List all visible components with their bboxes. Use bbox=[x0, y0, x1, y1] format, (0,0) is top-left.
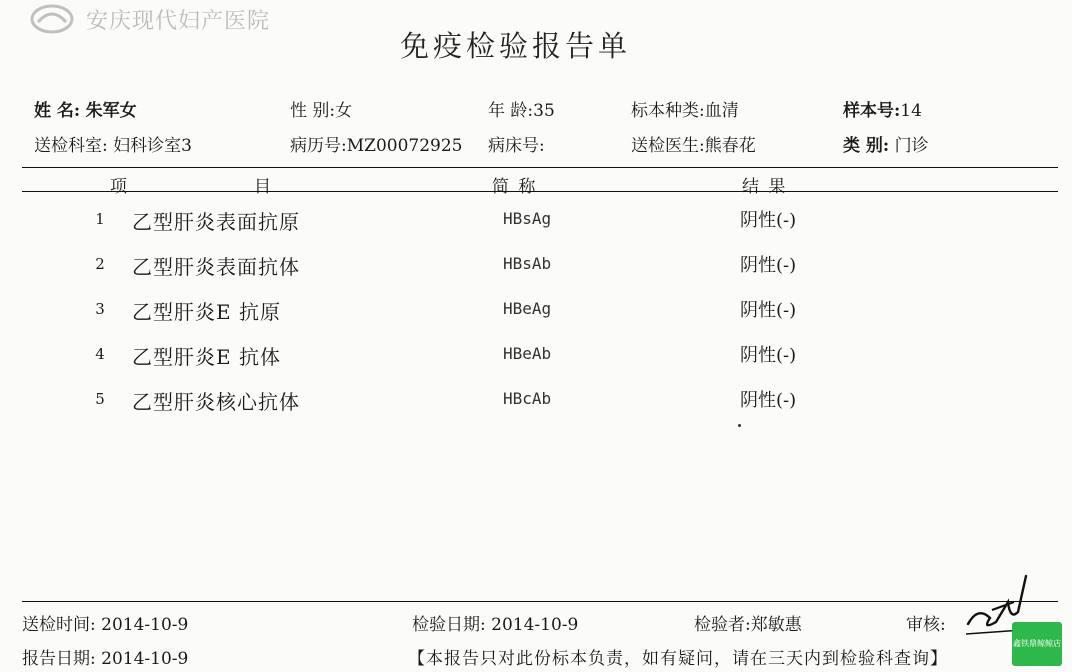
category-field bbox=[843, 131, 929, 156]
ink-speck bbox=[738, 424, 741, 427]
doctor: 熊春花 bbox=[704, 136, 756, 156]
column-header-item-1: 项 bbox=[110, 177, 129, 197]
test-date-field bbox=[412, 610, 578, 635]
test-item-result: 阴性(-) bbox=[740, 255, 797, 276]
test-item-name: 乙型肝炎E 抗原 bbox=[132, 300, 281, 324]
send-time-label: 送检时间: bbox=[22, 615, 96, 635]
specimen-field bbox=[631, 96, 739, 121]
test-item-result: 阴性(-) bbox=[740, 300, 797, 321]
test-item-abbr: HBeAb bbox=[503, 344, 552, 363]
row-number: 4 bbox=[95, 345, 105, 363]
table-header-rule bbox=[22, 191, 1058, 192]
test-item-result: 阴性(-) bbox=[740, 345, 797, 366]
test-item-name: 乙型肝炎表面抗体 bbox=[132, 255, 300, 279]
category: 门诊 bbox=[894, 136, 929, 156]
test-item-abbr: HBeAg bbox=[503, 299, 552, 318]
tester-field bbox=[694, 610, 802, 635]
record-no-label: 病历号: bbox=[290, 136, 347, 156]
gender-label: 性 别: bbox=[290, 101, 336, 121]
bed-no-field bbox=[488, 131, 545, 156]
test-date-label: 检验日期: bbox=[412, 615, 486, 635]
row-number: 1 bbox=[95, 210, 105, 228]
sample-no: 14 bbox=[900, 101, 922, 121]
test-item-name: 乙型肝炎核心抗体 bbox=[132, 390, 300, 414]
report-title: 免疫检验报告单 bbox=[400, 29, 632, 63]
gender-field bbox=[290, 96, 352, 121]
test-item-result: 阴性(-) bbox=[740, 210, 797, 231]
patient-age: 35 bbox=[533, 101, 555, 121]
specimen-type: 血清 bbox=[704, 101, 739, 121]
row-number: 3 bbox=[95, 300, 105, 318]
send-time-field bbox=[22, 610, 188, 635]
dept-label: 送检科室: bbox=[34, 136, 108, 156]
tester: 郑敏惠 bbox=[750, 615, 802, 635]
hospital-name: 安庆现代妇产医院 bbox=[86, 9, 271, 34]
report-date: 2014-10-9 bbox=[101, 649, 189, 669]
disclaimer-notice: 【本报告只对此份标本负责，如有疑问，请在三天内到检验科查询】 bbox=[408, 649, 948, 669]
bed-no-label: 病床号: bbox=[488, 136, 545, 156]
test-item-name: 乙型肝炎E 抗体 bbox=[132, 345, 281, 369]
specimen-type-label: 标本种类: bbox=[631, 101, 705, 121]
dept-field bbox=[34, 131, 192, 156]
name-label: 姓 名: bbox=[34, 101, 81, 121]
footer-rule bbox=[22, 601, 1058, 602]
sample-no-label: 样本号: bbox=[843, 101, 901, 121]
test-item-abbr: HBsAb bbox=[503, 254, 552, 273]
doctor-field bbox=[631, 131, 756, 156]
patient-name: 朱军女 bbox=[85, 101, 137, 121]
send-time: 2014-10-9 bbox=[101, 615, 189, 635]
shop-watermark-stamp: 鑫铁鼎鲸鲸店 bbox=[1012, 622, 1062, 666]
test-item-result: 阴性(-) bbox=[740, 390, 797, 411]
test-date: 2014-10-9 bbox=[491, 615, 579, 635]
column-header-item-2: 目 bbox=[254, 177, 273, 197]
record-no: MZ00072925 bbox=[346, 136, 463, 156]
tester-label: 检验者: bbox=[694, 615, 751, 635]
test-item-abbr: HBsAg bbox=[503, 209, 552, 228]
row-number: 2 bbox=[95, 255, 105, 273]
age-label: 年 龄: bbox=[488, 101, 534, 121]
dept: 妇科诊室3 bbox=[113, 136, 192, 156]
column-header-abbr: 简 称 bbox=[492, 177, 538, 197]
sample-no-field bbox=[843, 96, 922, 121]
test-item-abbr: HBcAb bbox=[503, 389, 552, 408]
report-date-field bbox=[22, 644, 188, 669]
report-date-label: 报告日期: bbox=[22, 649, 96, 669]
patient-gender: 女 bbox=[335, 101, 353, 121]
row-number: 5 bbox=[95, 390, 105, 408]
age-field bbox=[488, 96, 555, 121]
column-header-result: 结 果 bbox=[742, 177, 788, 197]
table-top-rule bbox=[22, 167, 1058, 168]
doctor-label: 送检医生: bbox=[631, 136, 705, 156]
hospital-logo-icon bbox=[28, 2, 76, 36]
record-no-field bbox=[290, 131, 462, 156]
category-label: 类 别: bbox=[843, 136, 890, 156]
test-item-name: 乙型肝炎表面抗原 bbox=[132, 210, 300, 234]
review-label: 审核: bbox=[906, 615, 946, 635]
name-field bbox=[34, 96, 137, 121]
